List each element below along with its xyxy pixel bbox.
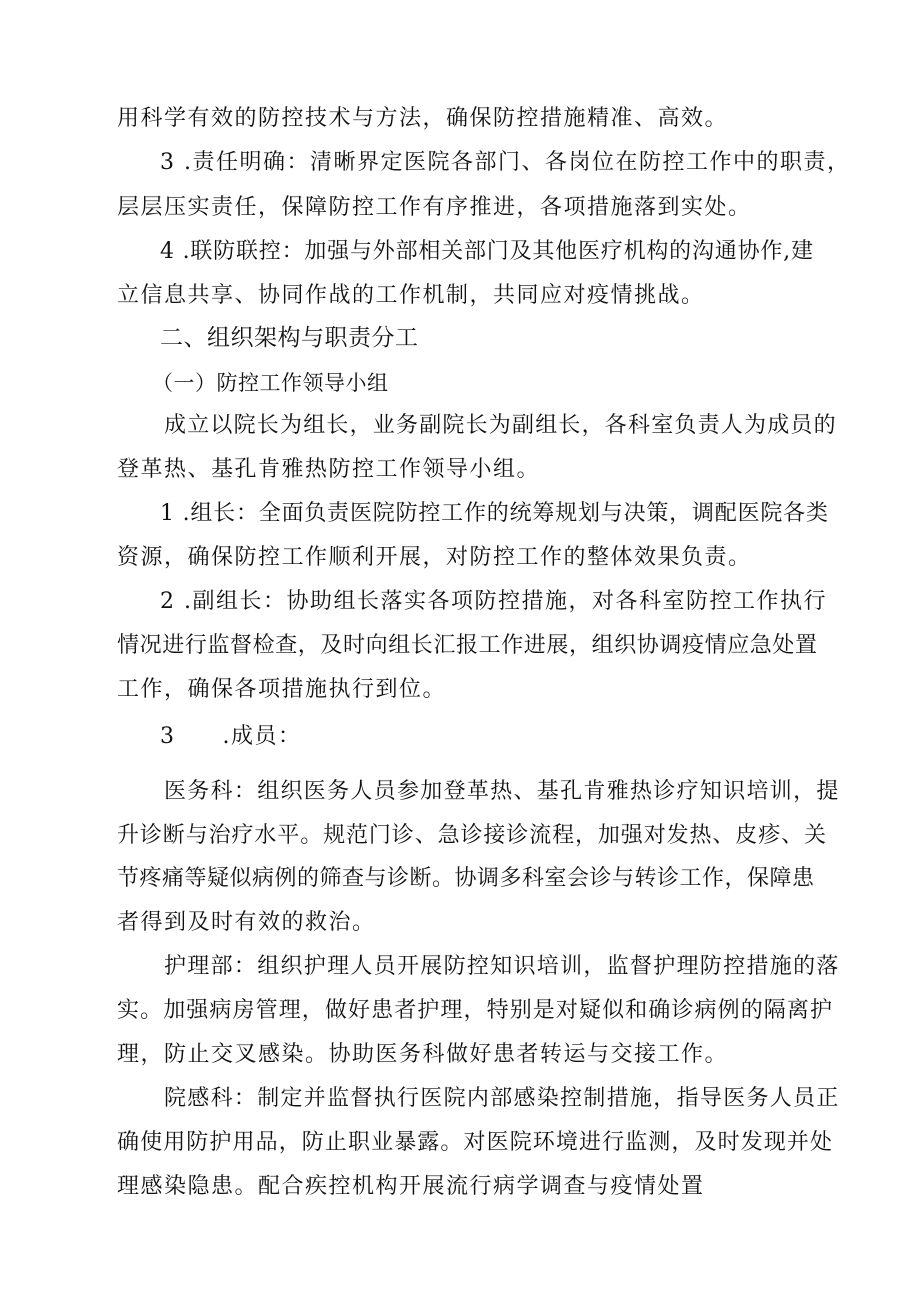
list-item-line: 4 .联防联控：加强与外部相关部门及其他医疗机构的沟通协作,建 bbox=[160, 239, 814, 264]
section-heading: 二、组织架构与职责分工 bbox=[160, 325, 419, 351]
body-line: 资源，确保防控工作顺利开展，对防控工作的整体效果负责。 bbox=[117, 545, 752, 570]
list-item-line: 3 .成员： bbox=[160, 724, 302, 749]
body-line: 节疼痛等疑似病例的筛查与诊断。协调多科室会诊与转诊工作，保障患 bbox=[117, 866, 815, 891]
body-line: 理感染隐患。配合疾控机构开展流行病学调查与疫情处置 bbox=[117, 1174, 705, 1199]
subsection-heading: （一）防控工作领导小组 bbox=[152, 371, 389, 395]
body-line: 医务科：组织医务人员参加登革热、基孔肯雅热诊疗知识培训，提 bbox=[164, 779, 840, 804]
list-item-line: 1 .组长：全面负责医院防控工作的统筹规划与决策，调配医院各类 bbox=[160, 501, 829, 526]
body-line: 实。加强病房管理，做好患者护理，特别是对疑似和确诊病例的隔离护 bbox=[117, 998, 834, 1023]
body-line: 理，防止交叉感染。协助医务科做好患者转运与交接工作。 bbox=[117, 1042, 729, 1067]
body-line: 情况进行监督检查，及时向组长汇报工作进展，组织协调疫情应急处置 bbox=[117, 633, 818, 658]
list-item-line: 2 .副组长：协助组长落实各项防控措施，对各科室防控工作执行 bbox=[160, 589, 827, 614]
body-line: 院感科：制定并监督执行医院内部感染控制措施，指导医务人员正 bbox=[164, 1086, 840, 1111]
body-line: 升诊断与治疗水平。规范门诊、急诊接诊流程，加强对发热、皮疹、关 bbox=[117, 823, 827, 848]
body-line: 层层压实责任，保障防控工作有序推进，各项措施落到实处。 bbox=[117, 195, 752, 220]
body-line: 用科学有效的防控技术与方法，确保防控措施精准、高效。 bbox=[117, 106, 729, 131]
body-line: 登革热、基孔肯雅热防控工作领导小组。 bbox=[117, 457, 541, 482]
list-item-line: 3 .责任明确：清晰界定医院各部门、各岗位在防控工作中的职责， bbox=[160, 150, 851, 175]
body-line: 者得到及时有效的救治。 bbox=[117, 910, 376, 935]
body-line: 确使用防护用品，防止职业暴露。对医院环境进行监测，及时发现并处 bbox=[117, 1130, 834, 1155]
body-line: 成立以院长为组长，业务副院长为副组长，各科室负责人为成员的 bbox=[164, 413, 837, 438]
body-line: 护理部：组织护理人员开展防控知识培训，监督护理防控措施的落 bbox=[164, 954, 840, 979]
body-line: 立信息共享、协同作战的工作机制，共同应对疫情挑战。 bbox=[117, 283, 705, 308]
body-line: 工作，确保各项措施执行到位。 bbox=[117, 677, 447, 702]
